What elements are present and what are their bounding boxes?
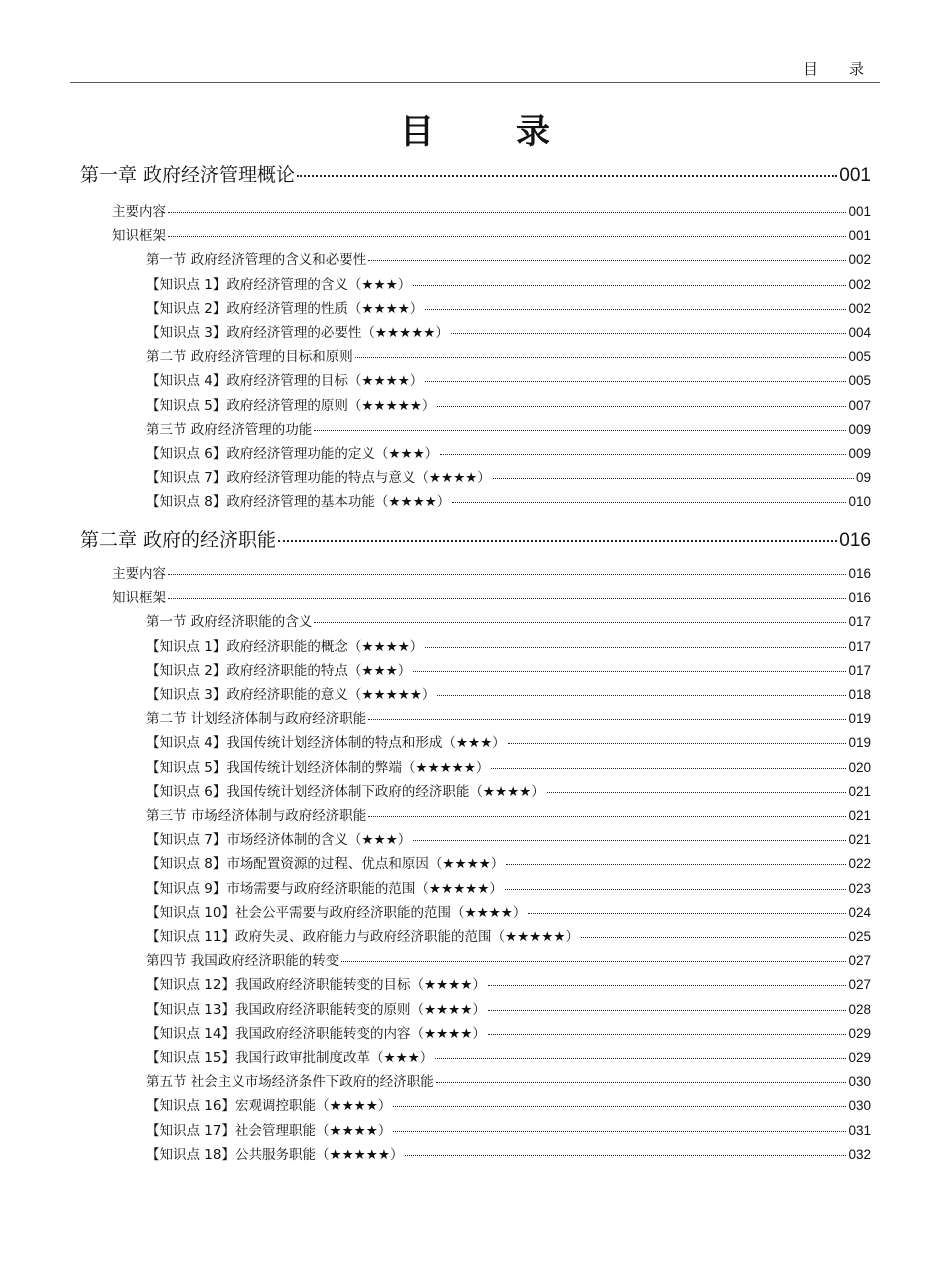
toc-entry-label: 【知识点 7】市场经济体制的含义（★★★） [146, 832, 412, 849]
dot-leader [405, 1155, 846, 1156]
toc-entry[interactable] [146, 828, 871, 850]
dot-leader [368, 719, 846, 720]
dot-leader [413, 285, 846, 286]
toc-entry-label: 【知识点 8】政府经济管理的基本功能（★★★★） [146, 494, 451, 511]
dot-leader [581, 937, 846, 938]
toc-entry-page: 007 [848, 397, 871, 413]
dot-leader [413, 671, 846, 672]
dot-leader [493, 478, 854, 479]
toc-entry-label: 第二节 政府经济管理的目标和原则 [146, 349, 353, 366]
dot-leader [413, 840, 846, 841]
dot-leader [425, 381, 846, 382]
toc-entry[interactable] [112, 200, 871, 222]
toc-entry-page: 016 [839, 530, 871, 551]
running-header: 目 录 [802, 60, 872, 78]
toc-entry-page: 001 [839, 165, 871, 186]
toc-entry-label: 第二节 计划经济体制与政府经济职能 [146, 711, 367, 728]
toc-entry[interactable] [112, 562, 871, 584]
toc-entry-page: 032 [848, 1146, 871, 1162]
toc-entry[interactable] [146, 780, 871, 802]
toc-chapter-entry[interactable] [80, 160, 871, 190]
toc-entry[interactable] [146, 248, 871, 270]
toc-entry-page: 002 [848, 276, 871, 292]
dot-leader [488, 1034, 847, 1035]
dot-leader [278, 540, 837, 542]
toc-entry-page: 002 [848, 300, 871, 316]
toc-entry-label: 【知识点 8】市场配置资源的过程、优点和原因（★★★★） [146, 856, 505, 873]
toc-entry-label: 【知识点 2】政府经济管理的性质（★★★★） [146, 300, 424, 317]
toc-entry-page: 017 [848, 662, 871, 678]
toc-entry[interactable] [146, 1022, 871, 1044]
toc-entry[interactable] [146, 804, 871, 826]
toc-entry[interactable] [146, 1070, 871, 1092]
toc-entry-page: 024 [848, 904, 871, 920]
dot-leader [355, 357, 847, 358]
toc-entry-label: 主要内容 [112, 204, 166, 220]
dot-leader [393, 1106, 846, 1107]
toc-entry[interactable] [146, 1094, 871, 1116]
toc-entry[interactable] [146, 1143, 871, 1165]
dot-leader [297, 175, 837, 177]
toc-entry-page: 010 [848, 494, 871, 510]
toc-entry[interactable] [146, 1046, 871, 1068]
toc-entry-page: 005 [848, 349, 871, 365]
toc-entry[interactable] [146, 321, 871, 343]
dot-leader [168, 574, 846, 575]
dot-leader [393, 1131, 846, 1132]
toc-entry[interactable] [146, 466, 871, 488]
toc-entry-label: 【知识点 2】政府经济职能的特点（★★★） [146, 662, 412, 679]
toc-entry[interactable] [146, 756, 871, 778]
toc-entry[interactable] [146, 273, 871, 295]
toc-entry[interactable] [112, 586, 871, 608]
toc-entry-label: 知识框架 [112, 228, 166, 245]
dot-leader [368, 816, 846, 817]
dot-leader [452, 502, 846, 503]
toc-entry-label: 【知识点 5】政府经济管理的原则（★★★★★） [146, 397, 436, 414]
toc-entry[interactable] [146, 418, 871, 440]
toc-entry[interactable] [146, 707, 871, 729]
toc-entry[interactable] [146, 345, 871, 367]
toc-entry[interactable] [146, 490, 871, 512]
toc-entry-page: 004 [848, 325, 871, 340]
toc-entry-label: 第三节 政府经济管理的功能 [146, 421, 313, 438]
dot-leader [488, 1010, 847, 1011]
toc-entry-page: 009 [848, 446, 871, 461]
toc-entry-page: 030 [848, 1074, 871, 1090]
toc-entry[interactable] [146, 369, 871, 391]
dot-leader [488, 985, 847, 986]
dot-leader [437, 695, 846, 696]
dot-leader [425, 309, 846, 310]
toc-entry-page: 021 [848, 783, 871, 799]
toc-entry[interactable] [146, 442, 871, 464]
dot-leader [491, 768, 846, 769]
toc-entry-page: 001 [848, 204, 871, 219]
toc-entry[interactable] [146, 998, 871, 1020]
toc-entry[interactable] [146, 925, 871, 947]
toc-entry[interactable] [146, 659, 871, 681]
dot-leader [425, 647, 846, 648]
toc-entry-label: 【知识点 17】社会管理职能（★★★★） [146, 1122, 392, 1139]
toc-entry-page: 022 [848, 856, 871, 872]
toc-entry-page: 020 [848, 759, 871, 775]
toc-entry-page: 019 [848, 735, 871, 751]
dot-leader [168, 212, 846, 213]
toc-entry-page: 029 [848, 1050, 871, 1065]
toc-entry[interactable] [112, 224, 871, 246]
dot-leader [168, 236, 846, 237]
toc-entry[interactable] [146, 297, 871, 319]
toc-entry-label: 【知识点 1】政府经济管理的含义（★★★） [146, 276, 412, 293]
toc-entry-page: 016 [848, 566, 871, 581]
toc-entry-page: 016 [848, 590, 871, 606]
dot-leader [508, 743, 847, 744]
dot-leader [368, 260, 846, 261]
dot-leader [547, 792, 847, 793]
toc-entry[interactable] [146, 1119, 871, 1141]
toc-entry-page: 021 [848, 808, 871, 823]
toc-entry-page: 001 [848, 228, 871, 244]
toc-entry[interactable] [146, 973, 871, 995]
toc-entry-page: 031 [848, 1122, 871, 1138]
toc-entry[interactable] [146, 610, 871, 632]
toc-entry-page: 005 [848, 373, 871, 389]
dot-leader [436, 1082, 847, 1083]
toc-entry-page: 028 [848, 1001, 871, 1017]
toc-entry[interactable] [146, 877, 871, 899]
dot-leader [437, 406, 846, 407]
toc-entry-label: 【知识点 7】政府经济管理功能的特点与意义（★★★★） [146, 470, 491, 487]
toc-entry-page: 017 [848, 614, 871, 630]
dot-leader [440, 454, 846, 455]
toc-entry-label: 【知识点 14】我国政府经济职能转变的内容（★★★★） [146, 1025, 486, 1042]
toc-entry[interactable] [146, 394, 871, 416]
toc-entry-page: 023 [848, 880, 871, 896]
toc-entry-page: 002 [848, 252, 871, 268]
header-rule [70, 82, 880, 83]
toc-entry-label: 第一节 政府经济职能的含义 [146, 614, 313, 631]
toc-entry-label: 【知识点 12】我国政府经济职能转变的目标（★★★★） [146, 977, 486, 994]
toc-entry-label: 第一节 政府经济管理的含义和必要性 [146, 252, 367, 269]
dot-leader [314, 622, 846, 623]
toc-entry-label: 【知识点 11】政府失灵、政府能力与政府经济职能的范围（★★★★★） [146, 929, 579, 945]
dot-leader [435, 1058, 846, 1059]
toc-entry-label: 【知识点 18】公共服务职能（★★★★★） [146, 1146, 404, 1163]
toc-entry-page: 030 [848, 1098, 871, 1114]
toc-entry-page: 009 [848, 421, 871, 437]
dot-leader [168, 598, 846, 599]
toc-entry-page: 018 [848, 687, 871, 702]
toc-entry-label: 【知识点 15】我国行政审批制度改革（★★★） [146, 1050, 434, 1066]
toc-entry-label: 第三节 市场经济体制与政府经济职能 [146, 808, 367, 824]
toc-entry[interactable] [146, 901, 871, 923]
page-title: 目 录 [400, 112, 574, 152]
dot-leader [505, 889, 847, 890]
toc-chapter-entry[interactable] [80, 525, 871, 555]
toc-entry-label: 【知识点 16】宏观调控职能（★★★★） [146, 1098, 392, 1115]
toc-entry-label: 【知识点 6】政府经济管理功能的定义（★★★） [146, 446, 439, 462]
toc-entry-label: 【知识点 4】政府经济管理的目标（★★★★） [146, 373, 424, 390]
toc-entry-page: 09 [855, 470, 871, 486]
toc-entry-label: 主要内容 [112, 566, 166, 582]
toc-entry-label: 【知识点 10】社会公平需要与政府经济职能的范围（★★★★） [146, 904, 527, 921]
toc-entry-label: 第一章 政府经济管理概论 [80, 164, 296, 186]
toc-entry-label: 知识框架 [112, 590, 166, 607]
dot-leader [506, 864, 846, 865]
toc-entry-label: 第五节 社会主义市场经济条件下政府的经济职能 [146, 1074, 434, 1091]
toc-entry-label: 【知识点 1】政府经济职能的概念（★★★★） [146, 638, 424, 655]
toc-entry-page: 029 [848, 1025, 871, 1041]
toc-entry[interactable] [146, 949, 871, 971]
toc-entry-label: 【知识点 13】我国政府经济职能转变的原则（★★★★） [146, 1001, 486, 1018]
toc-entry[interactable] [146, 683, 871, 705]
toc-entry[interactable] [146, 731, 871, 753]
toc-entry-label: 第四节 我国政府经济职能的转变 [146, 953, 340, 970]
toc-entry-page: 027 [848, 953, 871, 969]
dot-leader [341, 961, 846, 962]
toc-entry-page: 017 [848, 638, 871, 654]
toc-entry-label: 【知识点 9】市场需要与政府经济职能的范围（★★★★★） [146, 880, 503, 897]
dot-leader [314, 430, 846, 431]
toc-entry-page: 025 [848, 929, 871, 944]
dot-leader [528, 913, 846, 914]
dot-leader [451, 333, 847, 334]
toc-entry-label: 【知识点 3】政府经济管理的必要性（★★★★★） [146, 325, 449, 341]
toc-entry-label: 【知识点 3】政府经济职能的意义（★★★★★） [146, 687, 436, 703]
toc-entry-label: 【知识点 5】我国传统计划经济体制的弊端（★★★★★） [146, 759, 490, 776]
toc-entry-page: 021 [848, 832, 871, 848]
toc-entry[interactable] [146, 852, 871, 874]
toc-entry-page: 027 [848, 977, 871, 993]
toc-entry[interactable] [146, 635, 871, 657]
toc-entry-label: 第二章 政府的经济职能 [80, 529, 277, 551]
toc-entry-label: 【知识点 6】我国传统计划经济体制下政府的经济职能（★★★★） [146, 783, 545, 800]
toc-entry-page: 019 [848, 711, 871, 727]
toc-entry-label: 【知识点 4】我国传统计划经济体制的特点和形成（★★★） [146, 735, 506, 752]
